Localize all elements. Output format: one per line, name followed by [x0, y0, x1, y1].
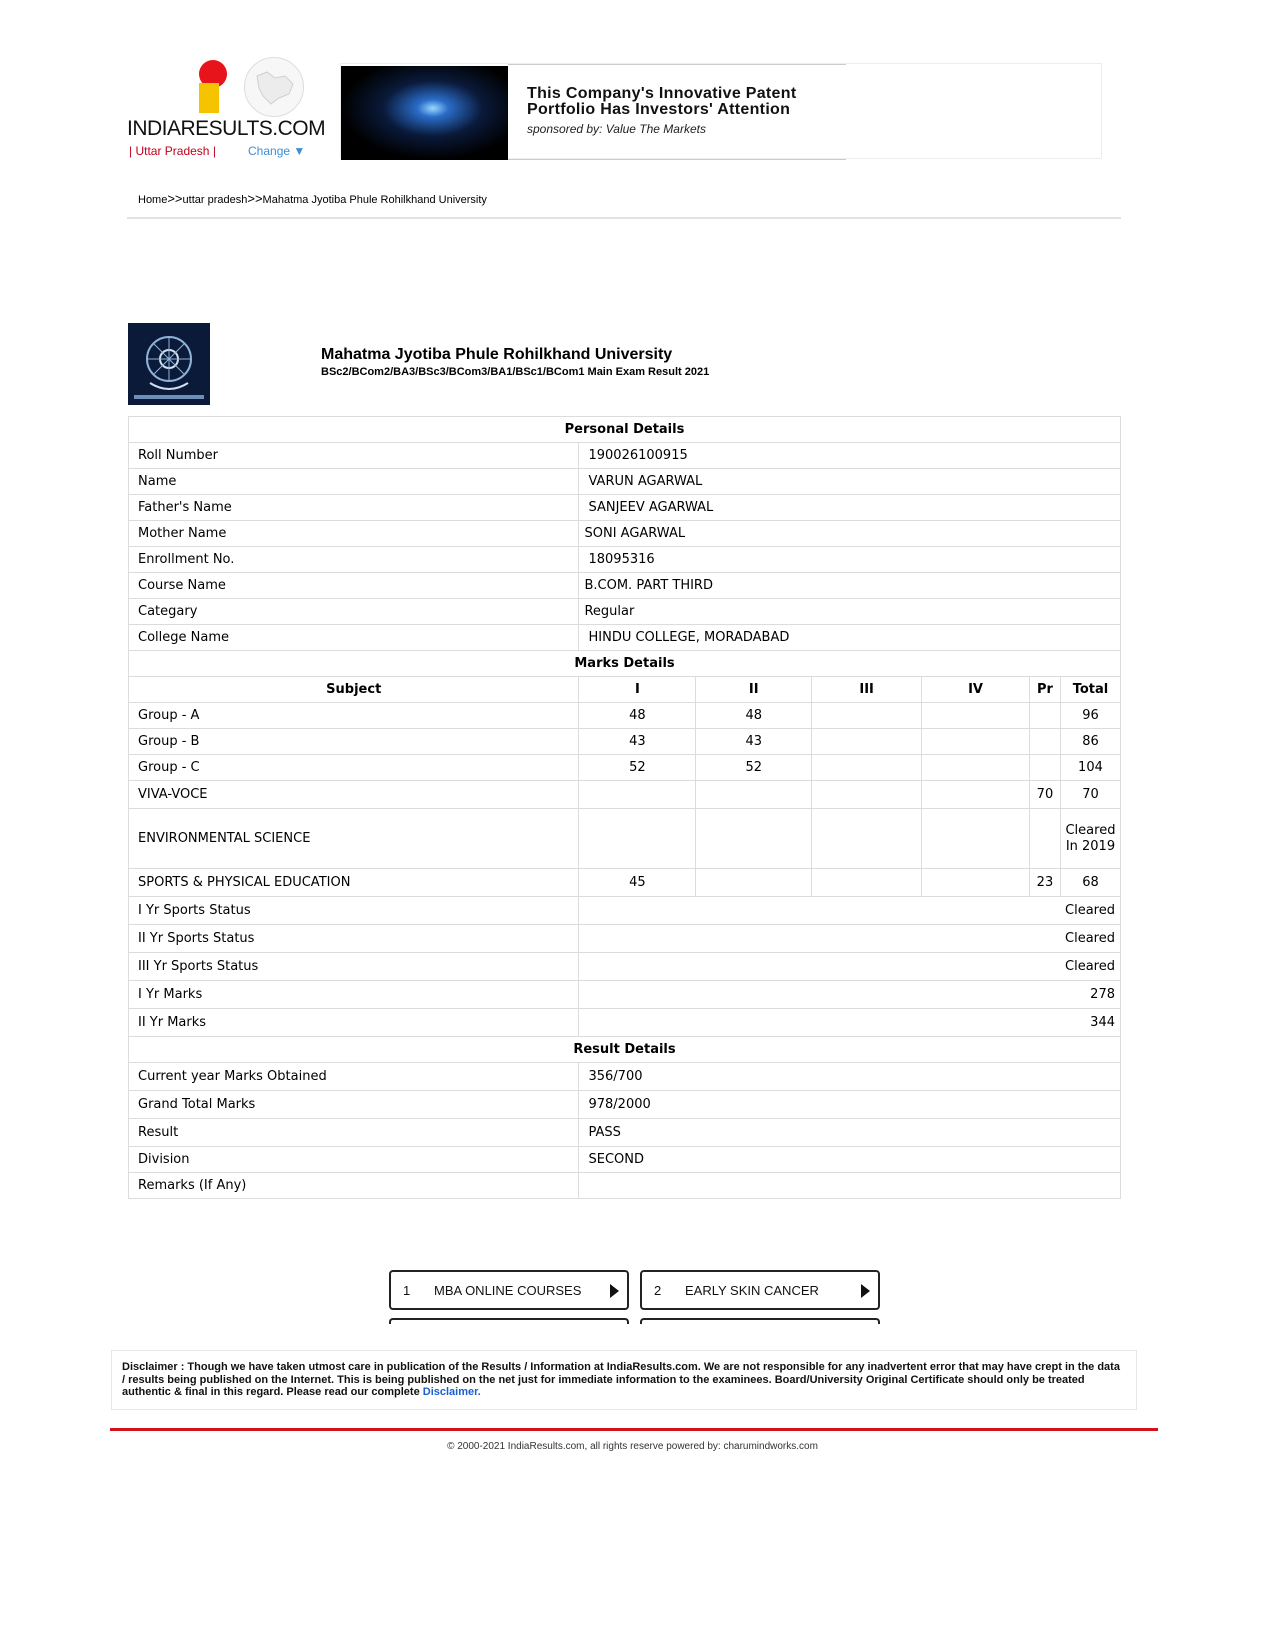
- mark-cell: [1029, 703, 1060, 729]
- mark-cell: 45: [579, 869, 696, 897]
- result-value: PASS: [579, 1119, 1121, 1147]
- detail-label: Father's Name: [129, 495, 579, 521]
- mark-cell: [1029, 809, 1060, 869]
- mark-cell: [1029, 755, 1060, 781]
- detail-row: [129, 547, 1121, 573]
- total-cell: 104: [1060, 755, 1120, 781]
- mark-cell: [812, 781, 922, 809]
- result-row: [129, 1119, 1121, 1147]
- mark-cell: 70: [1029, 781, 1060, 809]
- mark-cell: 52: [579, 755, 696, 781]
- mark-cell: [922, 729, 1030, 755]
- status-row: [129, 897, 1121, 925]
- total-cell: 96: [1060, 703, 1120, 729]
- mark-cell: [1029, 729, 1060, 755]
- mark-cell: [696, 781, 812, 809]
- mark-cell: [922, 781, 1030, 809]
- mark-cell: [696, 809, 812, 869]
- mark-cell: [812, 729, 922, 755]
- result-value: 356/700: [579, 1063, 1121, 1091]
- status-value: Cleared: [579, 953, 1121, 981]
- disclaimer-box: [111, 1350, 1137, 1410]
- marks-row: [129, 755, 1121, 781]
- detail-label: Name: [129, 469, 579, 495]
- marks-row: [129, 703, 1121, 729]
- detail-value: SANJEEV AGARWAL: [579, 495, 1121, 521]
- subject-cell: ENVIRONMENTAL SCIENCE: [129, 809, 579, 869]
- state-label: | Uttar Pradesh |: [129, 144, 216, 158]
- ad-link-partial[interactable]: [389, 1318, 629, 1324]
- result-value: [579, 1173, 1121, 1199]
- site-logo[interactable]: [127, 55, 326, 165]
- mark-cell: [922, 869, 1030, 897]
- detail-row: [129, 443, 1121, 469]
- column-header-total: Total: [1060, 677, 1120, 703]
- mark-cell: 23: [1029, 869, 1060, 897]
- mark-cell: 48: [696, 703, 812, 729]
- breadcrumb: [138, 191, 487, 206]
- result-row: [129, 1091, 1121, 1119]
- ad-link-label: MBA ONLINE COURSES: [434, 1283, 582, 1298]
- detail-value: VARUN AGARWAL: [579, 469, 1121, 495]
- marks-row: [129, 809, 1121, 869]
- subject-cell: Group - B: [129, 729, 579, 755]
- ad-link-partial[interactable]: [640, 1318, 880, 1324]
- status-value: 278: [579, 981, 1121, 1009]
- play-arrow-icon: [610, 1284, 619, 1298]
- total-cell: 68: [1060, 869, 1120, 897]
- detail-label: Mother Name: [129, 521, 579, 547]
- ad-link-number: 2: [654, 1283, 662, 1298]
- result-value: SECOND: [579, 1147, 1121, 1173]
- breadcrumb-separator: >>: [167, 191, 183, 206]
- mark-cell: [922, 703, 1030, 729]
- marks-details-heading: Marks Details: [129, 651, 1121, 677]
- detail-row: [129, 495, 1121, 521]
- detail-row: [129, 469, 1121, 495]
- exam-title: BSc2/BCom2/BA3/BSc3/BCom3/BA1/BSc1/BCom1 Main Exam Result 2021: [321, 366, 710, 378]
- mark-cell: [922, 755, 1030, 781]
- status-label: I Yr Sports Status: [129, 897, 579, 925]
- state-map-icon: [244, 57, 304, 117]
- detail-row: [129, 625, 1121, 651]
- detail-value: SONI AGARWAL: [579, 521, 1121, 547]
- mark-cell: [812, 809, 922, 869]
- subject-cell: VIVA-VOCE: [129, 781, 579, 809]
- total-cell: Cleared In 2019: [1060, 809, 1120, 869]
- play-arrow-icon: [861, 1284, 870, 1298]
- column-header-pr: Pr: [1029, 677, 1060, 703]
- ad-link-mba-online-courses[interactable]: [389, 1270, 629, 1310]
- ad-image: [341, 66, 508, 160]
- detail-row: [129, 599, 1121, 625]
- breadcrumb-university[interactable]: Mahatma Jyotiba Phule Rohilkhand University: [262, 194, 487, 206]
- result-row: [129, 1147, 1121, 1173]
- status-label: II Yr Marks: [129, 1009, 579, 1037]
- mark-cell: 48: [579, 703, 696, 729]
- result-value: 978/2000: [579, 1091, 1121, 1119]
- ad-sponsor: sponsored by: Value The Markets: [527, 122, 706, 136]
- mark-cell: [579, 781, 696, 809]
- ad-banner[interactable]: [340, 63, 1102, 159]
- status-value: Cleared: [579, 897, 1121, 925]
- result-row: [129, 1173, 1121, 1199]
- logo-text: INDIARESULTS.COM: [127, 117, 326, 140]
- marks-row: [129, 869, 1121, 897]
- detail-label: Course Name: [129, 573, 579, 599]
- result-label: Remarks (If Any): [129, 1173, 579, 1199]
- column-header-subject: Subject: [129, 677, 579, 703]
- breadcrumb-state[interactable]: uttar pradesh: [182, 194, 248, 206]
- footer-rule: [110, 1428, 1158, 1431]
- ad-title[interactable]: This Company's Innovative Patent Portfolio Has Investors' Attention: [527, 85, 797, 118]
- result-row: [129, 1063, 1121, 1091]
- detail-label: Enrollment No.: [129, 547, 579, 573]
- result-label: Current year Marks Obtained: [129, 1063, 579, 1091]
- status-value: Cleared: [579, 925, 1121, 953]
- mark-cell: [696, 869, 812, 897]
- column-header-ii: II: [696, 677, 812, 703]
- disclaimer-text: Disclaimer : Though we have taken utmost care in publication of the Results / Information at IndiaResults.com. We are not responsible for any inadvertent error that may have crept in the data / results being published on the Internet. This is being published on the net just for immediate information to the examinees. Board/University Original Certificate should only be treated authentic & final in this regard. Please read our complete: [122, 1361, 1120, 1398]
- detail-value: Regular: [579, 599, 1121, 625]
- breadcrumb-home[interactable]: Home: [138, 194, 168, 206]
- disclaimer-link[interactable]: Disclaimer.: [422, 1386, 481, 1398]
- detail-row: [129, 521, 1121, 547]
- ad-link-early-skin-cancer[interactable]: [640, 1270, 880, 1310]
- total-cell: 70: [1060, 781, 1120, 809]
- mark-cell: [812, 869, 922, 897]
- mark-cell: [812, 755, 922, 781]
- detail-value: 18095316: [579, 547, 1121, 573]
- status-label: I Yr Marks: [129, 981, 579, 1009]
- status-label: III Yr Sports Status: [129, 953, 579, 981]
- column-header-iii: III: [812, 677, 922, 703]
- subject-cell: SPORTS & PHYSICAL EDUCATION: [129, 869, 579, 897]
- status-value: 344: [579, 1009, 1121, 1037]
- detail-label: Categary: [129, 599, 579, 625]
- status-row: [129, 925, 1121, 953]
- detail-value: 190026100915: [579, 443, 1121, 469]
- result-table: [128, 416, 1121, 1199]
- result-details-heading: Result Details: [129, 1037, 1121, 1063]
- status-row: [129, 953, 1121, 981]
- mark-cell: 43: [579, 729, 696, 755]
- marks-header-row: [129, 677, 1121, 703]
- column-header-iv: IV: [922, 677, 1030, 703]
- marks-row: [129, 781, 1121, 809]
- change-state-link[interactable]: Change ▼: [248, 144, 306, 158]
- total-cell: 86: [1060, 729, 1120, 755]
- marks-row: [129, 729, 1121, 755]
- column-header-i: I: [579, 677, 696, 703]
- detail-label: Roll Number: [129, 443, 579, 469]
- mark-cell: [922, 809, 1030, 869]
- logo-bar-icon: [199, 83, 219, 113]
- university-name: Mahatma Jyotiba Phule Rohilkhand University: [321, 346, 673, 363]
- mark-cell: 52: [696, 755, 812, 781]
- mark-cell: [812, 703, 922, 729]
- status-label: II Yr Sports Status: [129, 925, 579, 953]
- status-row: [129, 981, 1121, 1009]
- subject-cell: Group - A: [129, 703, 579, 729]
- detail-row: [129, 573, 1121, 599]
- breadcrumb-separator: >>: [247, 191, 263, 206]
- detail-value: HINDU COLLEGE, MORADABAD: [579, 625, 1121, 651]
- mark-cell: [579, 809, 696, 869]
- detail-value: B.COM. PART THIRD: [579, 573, 1121, 599]
- divider: [127, 217, 1121, 219]
- ad-link-label: EARLY SKIN CANCER: [685, 1283, 819, 1298]
- status-row: [129, 1009, 1121, 1037]
- subject-cell: Group - C: [129, 755, 579, 781]
- ad-link-number: 1: [403, 1283, 411, 1298]
- mark-cell: 43: [696, 729, 812, 755]
- university-emblem: [128, 323, 210, 405]
- result-label: Grand Total Marks: [129, 1091, 579, 1119]
- result-label: Result: [129, 1119, 579, 1147]
- result-label: Division: [129, 1147, 579, 1173]
- personal-details-heading: Personal Details: [129, 417, 1121, 443]
- detail-label: College Name: [129, 625, 579, 651]
- footer-copyright: © 2000-2021 IndiaResults.com, all rights reserve powered by: charumindworks.com: [447, 1441, 818, 1452]
